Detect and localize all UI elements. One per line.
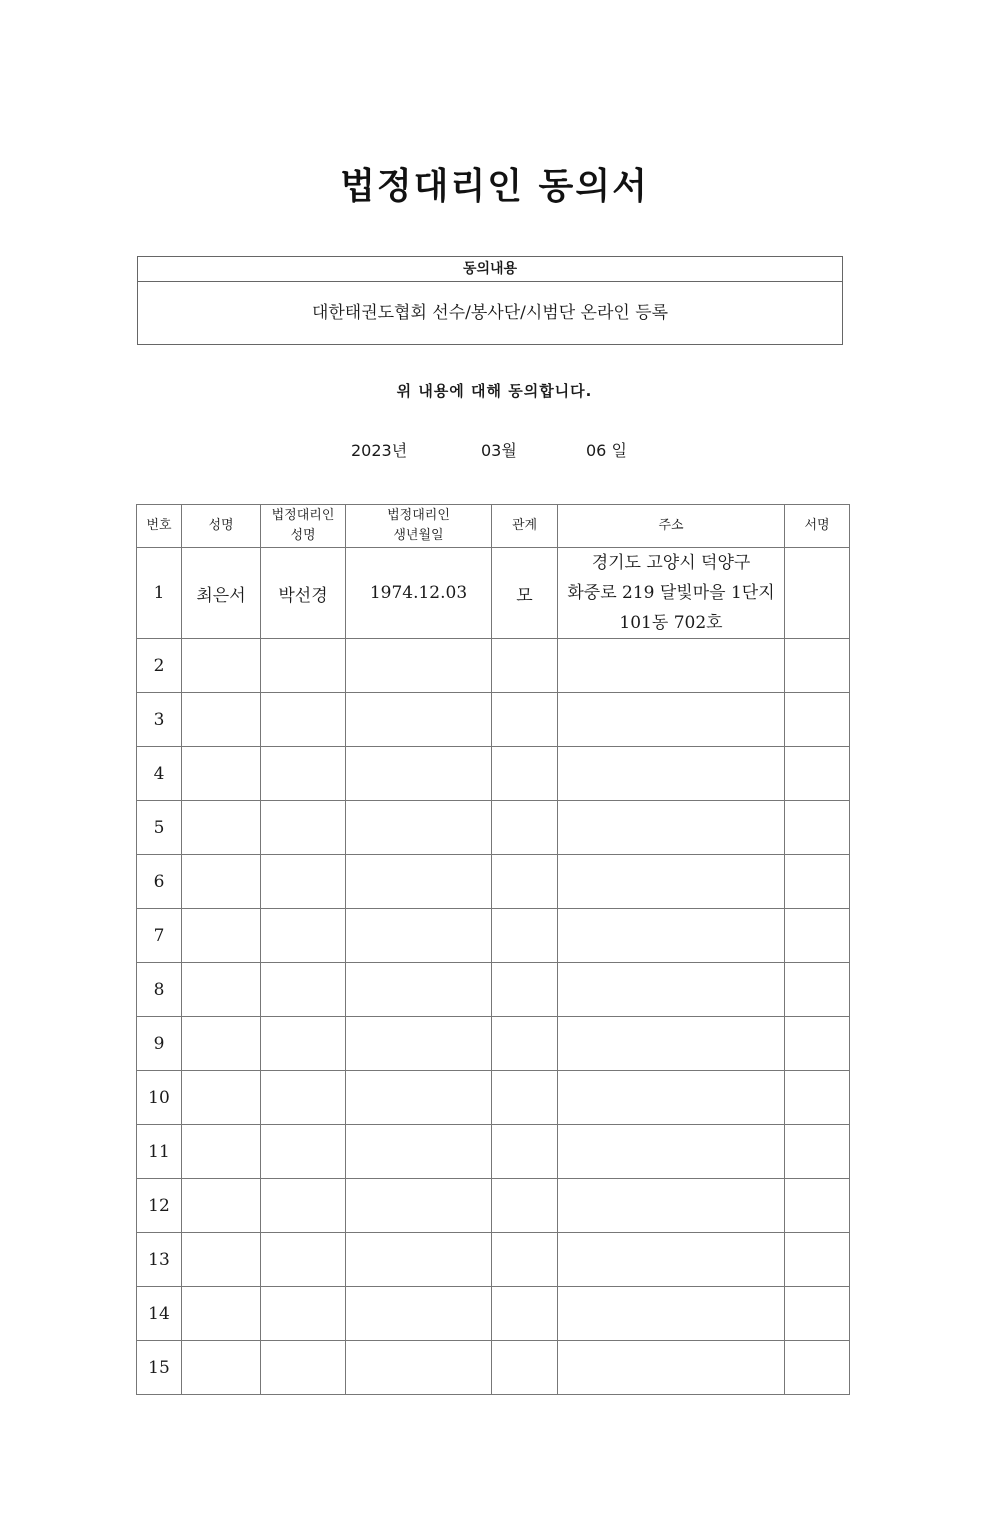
cell-relation — [492, 1071, 558, 1125]
cell-no: 10 — [137, 1071, 182, 1125]
cell-address — [558, 1341, 785, 1395]
cell-signature[interactable] — [785, 1071, 850, 1125]
cell-no: 12 — [137, 1179, 182, 1233]
cell-name — [182, 1125, 261, 1179]
cell-address — [558, 1071, 785, 1125]
cell-guardian-birth — [346, 693, 492, 747]
consent-text: 대한태권도협회 선수/봉사단/시범단 온라인 등록 — [311, 303, 669, 323]
cell-guardian-name — [261, 1071, 346, 1125]
cell-no: 11 — [137, 1125, 182, 1179]
cell-no: 2 — [137, 639, 182, 693]
date-day: 06 일 — [586, 441, 627, 460]
cell-no: 14 — [137, 1287, 182, 1341]
agreement-statement: 위 내용에 대해 동의합니다. — [396, 382, 593, 400]
cell-name — [182, 747, 261, 801]
cell-address — [558, 693, 785, 747]
cell-guardian-name — [261, 801, 346, 855]
table-row — [137, 1071, 850, 1125]
cell-relation — [492, 1017, 558, 1071]
cell-name — [182, 1017, 261, 1071]
guardian-table — [136, 504, 850, 1395]
cell-guardian-birth — [346, 1287, 492, 1341]
header-name: 성명 — [182, 505, 261, 548]
cell-name — [182, 1071, 261, 1125]
date-month: 03월 — [481, 441, 517, 460]
cell-name — [182, 1179, 261, 1233]
cell-name — [182, 693, 261, 747]
cell-address — [558, 747, 785, 801]
cell-name: 최은서 — [182, 548, 261, 639]
cell-signature[interactable] — [785, 747, 850, 801]
cell-guardian-name — [261, 1341, 346, 1395]
cell-guardian-birth — [346, 1233, 492, 1287]
cell-address: 경기도 고양시 덕양구 화중로 219 달빛마을 1단지 101동 702호 — [558, 548, 785, 639]
cell-address — [558, 1179, 785, 1233]
table-row — [137, 1233, 850, 1287]
cell-name — [182, 1233, 261, 1287]
table-row — [137, 1125, 850, 1179]
cell-guardian-name: 박선경 — [261, 548, 346, 639]
cell-relation — [492, 801, 558, 855]
cell-guardian-name — [261, 909, 346, 963]
cell-guardian-birth — [346, 1071, 492, 1125]
header-address: 주소 — [558, 505, 785, 548]
cell-no: 6 — [137, 855, 182, 909]
cell-guardian-birth — [346, 855, 492, 909]
cell-no: 9 — [137, 1017, 182, 1071]
cell-relation — [492, 855, 558, 909]
cell-signature[interactable] — [785, 1017, 850, 1071]
date-year: 2023년 — [351, 441, 408, 460]
cell-guardian-birth — [346, 1125, 492, 1179]
cell-guardian-birth — [346, 1179, 492, 1233]
cell-name — [182, 963, 261, 1017]
cell-guardian-name — [261, 1179, 346, 1233]
cell-signature[interactable] — [785, 963, 850, 1017]
cell-address — [558, 963, 785, 1017]
cell-address — [558, 1287, 785, 1341]
cell-relation — [492, 1287, 558, 1341]
table-row — [137, 1341, 850, 1395]
cell-address — [558, 1017, 785, 1071]
cell-guardian-name — [261, 1125, 346, 1179]
cell-signature[interactable] — [785, 801, 850, 855]
cell-relation: 모 — [492, 548, 558, 639]
cell-guardian-name — [261, 1233, 346, 1287]
cell-relation — [492, 1125, 558, 1179]
table-row — [137, 801, 850, 855]
cell-relation — [492, 747, 558, 801]
cell-guardian-birth — [346, 639, 492, 693]
cell-signature[interactable] — [785, 548, 850, 639]
cell-relation — [492, 1341, 558, 1395]
cell-guardian-name — [261, 639, 346, 693]
cell-guardian-name — [261, 1287, 346, 1341]
cell-no: 15 — [137, 1341, 182, 1395]
table-row — [137, 909, 850, 963]
header-signature: 서명 — [785, 505, 850, 548]
header-no: 번호 — [137, 505, 182, 548]
cell-no: 5 — [137, 801, 182, 855]
table-row — [137, 1287, 850, 1341]
table-header-row — [137, 505, 850, 548]
cell-guardian-name — [261, 693, 346, 747]
cell-relation — [492, 693, 558, 747]
cell-signature[interactable] — [785, 1233, 850, 1287]
header-relation: 관계 — [492, 505, 558, 548]
cell-name — [182, 909, 261, 963]
cell-signature[interactable] — [785, 693, 850, 747]
cell-guardian-birth — [346, 1341, 492, 1395]
cell-no: 8 — [137, 963, 182, 1017]
cell-address — [558, 1233, 785, 1287]
cell-guardian-birth — [346, 801, 492, 855]
table-row — [137, 855, 850, 909]
cell-address — [558, 855, 785, 909]
cell-signature[interactable] — [785, 1125, 850, 1179]
cell-address — [558, 1125, 785, 1179]
cell-signature[interactable] — [785, 639, 850, 693]
cell-signature[interactable] — [785, 909, 850, 963]
cell-no: 7 — [137, 909, 182, 963]
cell-guardian-name — [261, 1017, 346, 1071]
cell-signature[interactable] — [785, 1179, 850, 1233]
cell-relation — [492, 963, 558, 1017]
cell-relation — [492, 1233, 558, 1287]
table-row — [137, 747, 850, 801]
cell-guardian-name — [261, 855, 346, 909]
cell-signature[interactable] — [785, 855, 850, 909]
cell-name — [182, 801, 261, 855]
cell-name — [182, 1341, 261, 1395]
cell-no: 3 — [137, 693, 182, 747]
table-row — [137, 548, 850, 639]
table-row — [137, 963, 850, 1017]
cell-name — [182, 855, 261, 909]
table-row — [137, 1017, 850, 1071]
cell-address — [558, 801, 785, 855]
cell-signature[interactable] — [785, 1287, 850, 1341]
cell-name — [182, 639, 261, 693]
table-row — [137, 693, 850, 747]
cell-relation — [492, 909, 558, 963]
cell-guardian-birth — [346, 1017, 492, 1071]
cell-guardian-name — [261, 747, 346, 801]
cell-address — [558, 909, 785, 963]
cell-signature[interactable] — [785, 1341, 850, 1395]
header-guardian-name: 법정대리인 성명 — [261, 505, 346, 548]
consent-box — [137, 256, 843, 345]
document-title: 법정대리인 동의서 — [340, 166, 649, 207]
table-row — [137, 639, 850, 693]
cell-no: 13 — [137, 1233, 182, 1287]
cell-guardian-birth — [346, 963, 492, 1017]
cell-guardian-birth: 1974.12.03 — [346, 548, 492, 639]
cell-address — [558, 639, 785, 693]
header-guardian-birth: 법정대리인 생년월일 — [346, 505, 492, 548]
cell-no: 4 — [137, 747, 182, 801]
cell-guardian-name — [261, 963, 346, 1017]
cell-guardian-birth — [346, 909, 492, 963]
cell-relation — [492, 639, 558, 693]
cell-relation — [492, 1179, 558, 1233]
consent-header: 동의내용 — [138, 257, 842, 282]
cell-guardian-birth — [346, 747, 492, 801]
cell-no: 1 — [137, 548, 182, 639]
cell-name — [182, 1287, 261, 1341]
table-row — [137, 1179, 850, 1233]
